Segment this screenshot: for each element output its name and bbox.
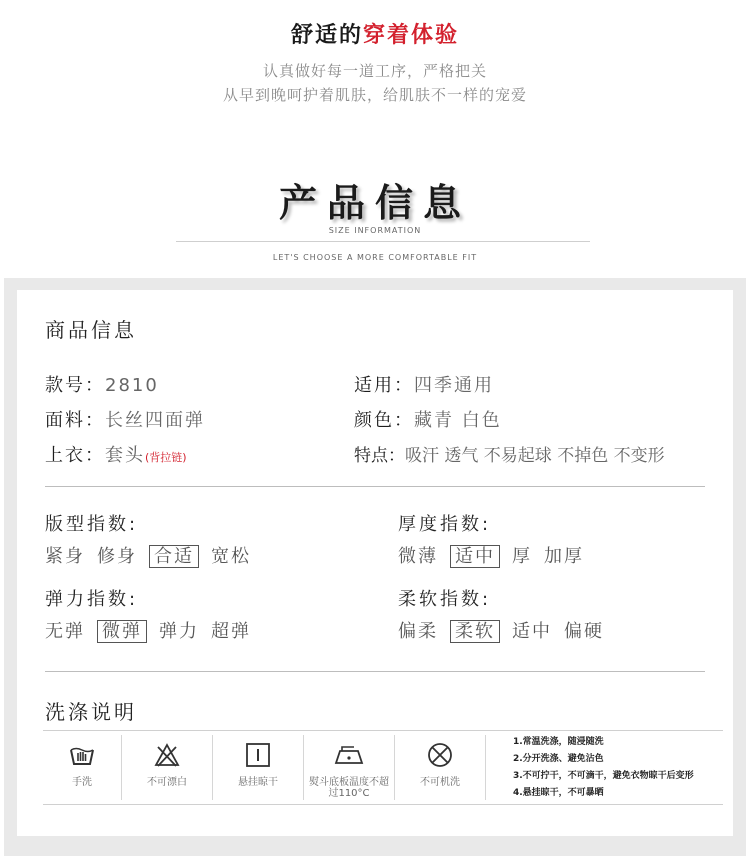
hand-wash-icon <box>43 741 121 769</box>
info-note: (背拉链) <box>145 451 187 464</box>
info-value: 2810 <box>105 375 159 396</box>
header-title-red: 穿着体验 <box>363 23 460 48</box>
info-key: 款号： <box>45 375 105 396</box>
cell-divider <box>485 735 486 800</box>
elasticity-option: 无弹 <box>45 621 85 642</box>
section-divider <box>176 241 590 242</box>
elasticity-option-selected: 微弹 <box>97 620 147 643</box>
info-value: 藏青 白色 <box>414 410 502 431</box>
info-row-season <box>354 371 494 397</box>
info-key: 颜色： <box>354 410 414 431</box>
fit-option-selected: 合适 <box>149 545 199 568</box>
info-key: 上衣： <box>45 445 105 466</box>
icon-label: 手洗 <box>72 777 92 788</box>
header-title <box>0 18 750 49</box>
iron-icon <box>304 741 394 769</box>
elasticity-index-options <box>45 617 263 643</box>
info-key: 特点： <box>354 446 405 466</box>
thickness-option: 微薄 <box>398 546 438 567</box>
info-value: 四季通用 <box>414 375 494 396</box>
info-row-top <box>45 441 187 467</box>
info-row-fabric <box>45 406 205 432</box>
no-machine-wash-cell <box>395 731 485 804</box>
icon-label: 不可漂白 <box>147 777 187 788</box>
no-machine-wash-icon <box>395 741 485 769</box>
section-subtitle-en: SIZE INFORMATION <box>328 226 422 235</box>
hang-dry-cell <box>213 731 303 804</box>
elasticity-index-label: 弹力指数: <box>45 589 139 610</box>
fit-index-label: 版型指数: <box>45 514 139 535</box>
fit-option: 紧身 <box>45 546 85 567</box>
icon-label: 悬挂晾干 <box>238 777 278 788</box>
softness-option: 偏柔 <box>398 621 438 642</box>
softness-index-options <box>398 617 616 643</box>
washing-heading: 洗涤说明 <box>45 700 137 724</box>
info-key: 适用： <box>354 375 414 396</box>
icon-label: 熨斗底板温度不超过110°C <box>309 777 389 799</box>
softness-option-selected: 柔软 <box>450 620 500 643</box>
info-row-style-no <box>45 371 159 397</box>
no-bleach-icon <box>122 741 212 769</box>
section-tagline-en: LET'S CHOOSE A MORE COMFORTABLE FIT <box>272 253 478 262</box>
thickness-option-selected: 适中 <box>450 545 500 568</box>
softness-option: 适中 <box>512 621 552 642</box>
section-title: 产品信息 <box>278 181 471 225</box>
washing-note: 2.分开洗涤、避免沾色 <box>513 754 604 764</box>
info-row-features <box>354 441 665 466</box>
icon-label: 不可机洗 <box>420 777 460 788</box>
hang-dry-icon <box>213 741 303 769</box>
no-bleach-cell <box>122 731 212 804</box>
softness-option: 偏硬 <box>564 621 604 642</box>
info-key: 面料： <box>45 410 105 431</box>
thickness-index-label: 厚度指数: <box>398 514 492 535</box>
info-value: 套头 <box>105 445 145 466</box>
divider <box>45 486 705 487</box>
info-value: 长丝四面弹 <box>105 410 205 431</box>
fit-index-options <box>45 542 263 568</box>
thickness-option: 加厚 <box>544 546 584 567</box>
washing-note: 4.悬挂晾干，不可暴晒 <box>513 788 604 798</box>
divider <box>45 671 705 672</box>
header-line-2: 从早到晚呵护着肌肤，给肌肤不一样的宠爱 <box>222 86 527 104</box>
washing-note: 1.常温洗涤，随浸随洗 <box>513 737 604 747</box>
fit-option: 修身 <box>97 546 137 567</box>
softness-index-label: 柔软指数: <box>398 589 492 610</box>
thickness-index-options <box>398 542 596 568</box>
washing-notes <box>513 734 694 802</box>
header-title-black: 舒适的 <box>290 23 363 48</box>
info-row-color <box>354 406 502 432</box>
elasticity-option: 弹力 <box>159 621 199 642</box>
washing-note: 3.不可拧干，不可滴干，避免衣物晾干后变形 <box>513 771 694 781</box>
elasticity-option: 超弹 <box>211 621 251 642</box>
iron-cell <box>304 731 394 804</box>
product-info-heading: 商品信息 <box>45 318 137 342</box>
fit-option: 宽松 <box>211 546 251 567</box>
hand-wash-cell <box>43 731 121 804</box>
header-line-1: 认真做好每一道工序，严格把关 <box>262 62 487 80</box>
thickness-option: 厚 <box>512 546 532 567</box>
info-value: 吸汗 透气 不易起球 不掉色 不变形 <box>405 446 665 466</box>
